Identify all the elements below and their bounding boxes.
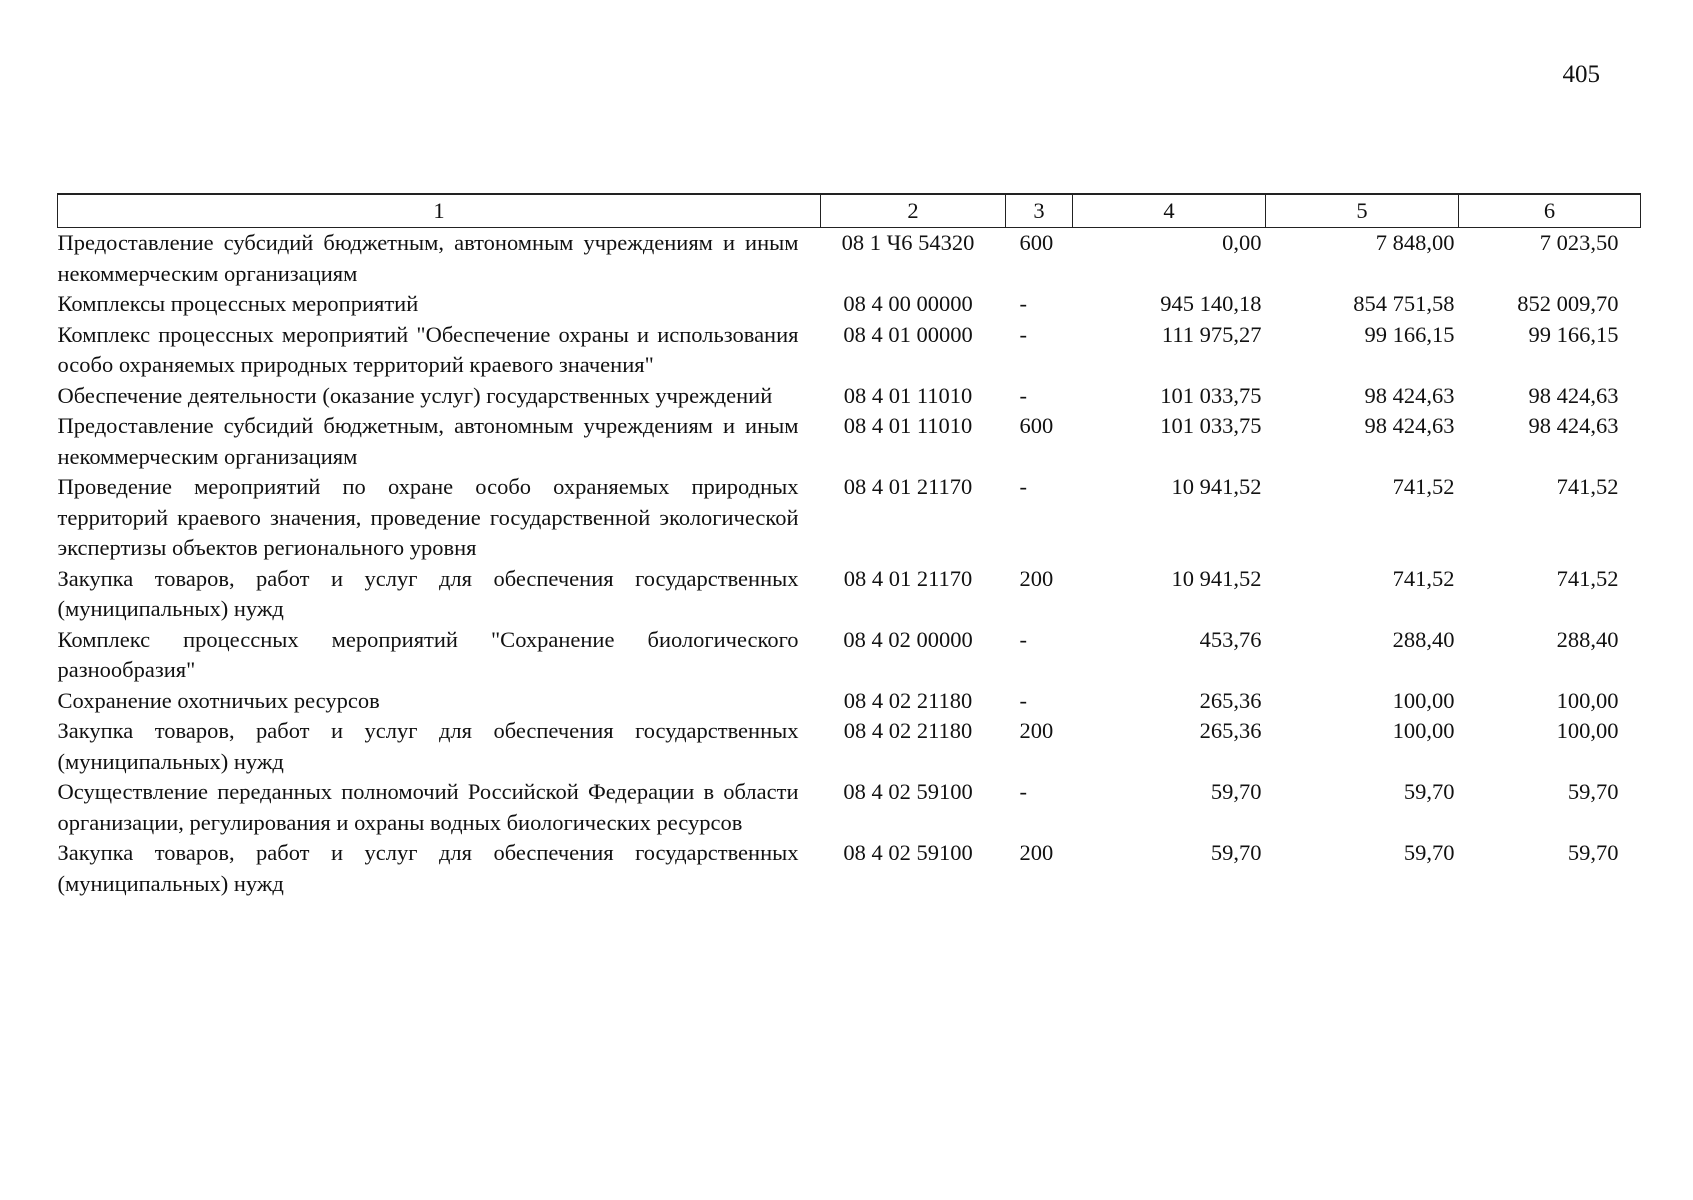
row-value-5: 854 751,58 (1353, 291, 1455, 316)
row-code: 08 4 00 00000 (843, 291, 973, 316)
row-value-5: 98 424,63 (1364, 382, 1455, 408)
row-name: Предоставление субсидий бюджетным, автономным учреждениям и иным некоммерческим организациям (57, 413, 799, 469)
row-value-4: 0,00 (1222, 230, 1262, 255)
column-header-1: 1 (58, 194, 821, 228)
row-code: 08 1 Ч6 54320 (841, 230, 975, 255)
row-value-4: 453,76 (1199, 626, 1262, 652)
row-name: Сохранение охотничьих ресурсов (57, 687, 380, 713)
row-name: Закупка товаров, работ и услуг для обеспечения государственных (муниципальных) нужд (57, 565, 799, 621)
row-code: 08 4 01 21170 (843, 565, 973, 591)
table-row (58, 289, 1641, 320)
column-header-2: 2 (821, 194, 1006, 228)
row-value-5: 99 166,15 (1364, 321, 1455, 347)
row-name: Закупка товаров, работ и услуг для обеспечения государственных (муниципальных) нужд (57, 840, 799, 896)
row-value-4: 101 033,75 (1160, 413, 1262, 438)
row-value-6: 99 166,15 (1528, 321, 1619, 347)
table-row (58, 564, 1641, 625)
row-value-5: 59,70 (1403, 779, 1455, 804)
row-code: 08 4 01 00000 (843, 321, 973, 347)
row-code: 08 4 01 11010 (843, 413, 973, 438)
row-expense-type: 600 (1019, 413, 1054, 438)
row-value-6: 288,40 (1556, 626, 1619, 652)
column-header-6: 6 (1459, 194, 1641, 228)
row-value-6: 59,70 (1567, 840, 1619, 865)
row-code: 08 4 02 59100 (843, 779, 973, 804)
row-name: Комплексы процессных мероприятий (57, 291, 419, 316)
row-value-4: 101 033,75 (1160, 382, 1262, 408)
row-value-6: 59,70 (1567, 779, 1619, 804)
row-value-4: 59,70 (1210, 779, 1262, 804)
row-value-4: 10 941,52 (1171, 474, 1262, 499)
row-value-5: 741,52 (1392, 565, 1455, 591)
row-value-5: 7 848,00 (1375, 230, 1455, 255)
row-value-4: 10 941,52 (1171, 565, 1262, 591)
row-expense-type: 200 (1019, 718, 1054, 743)
row-code: 08 4 01 11010 (843, 382, 973, 408)
row-value-6: 98 424,63 (1528, 382, 1619, 408)
row-expense-type: 600 (1019, 230, 1054, 255)
row-value-4: 111 975,27 (1161, 321, 1262, 347)
row-value-5: 741,52 (1392, 474, 1455, 499)
table-row (58, 838, 1641, 899)
row-name: Комплекс процессных мероприятий "Обеспечение охраны и использования особо охраняемых природных территорий краевого значения" (57, 321, 799, 377)
table-row (58, 320, 1641, 381)
budget-table (57, 193, 1641, 899)
column-header-3: 3 (1006, 194, 1073, 228)
row-code: 08 4 02 00000 (843, 626, 973, 652)
table-body (58, 228, 1641, 900)
row-value-6: 741,52 (1556, 565, 1619, 591)
row-expense-type: - (1019, 626, 1027, 652)
row-value-5: 288,40 (1392, 626, 1455, 652)
row-name: Комплекс процессных мероприятий "Сохранение биологического разнообразия" (57, 626, 799, 682)
row-value-5: 100,00 (1392, 718, 1455, 743)
table-row (58, 625, 1641, 686)
row-value-5: 98 424,63 (1364, 413, 1455, 438)
row-name: Обеспечение деятельности (оказание услуг) государственных учреждений (57, 382, 773, 408)
row-value-6: 98 424,63 (1528, 413, 1619, 438)
row-value-6: 7 023,50 (1539, 230, 1619, 255)
row-code: 08 4 02 21180 (843, 718, 973, 743)
header-row (58, 194, 1641, 228)
row-expense-type: - (1019, 687, 1027, 713)
table-row (58, 228, 1641, 290)
row-code: 08 4 01 21170 (843, 474, 973, 499)
row-name: Проведение мероприятий по охране особо охраняемых природных территорий краевого значения, проведение государственной экологической экспертизы объектов регионального уровня (57, 474, 799, 560)
row-expense-type: - (1019, 779, 1027, 804)
column-header-5: 5 (1266, 194, 1459, 228)
row-value-5: 100,00 (1392, 687, 1455, 713)
page-number: 405 (1562, 61, 1600, 88)
row-expense-type: 200 (1019, 565, 1054, 591)
row-value-5: 59,70 (1403, 840, 1455, 865)
row-code: 08 4 02 21180 (843, 687, 973, 713)
table-row (58, 472, 1641, 564)
table-header (58, 194, 1641, 228)
row-expense-type: - (1019, 291, 1027, 316)
row-expense-type: - (1019, 474, 1027, 499)
row-name: Осуществление переданных полномочий Российской Федерации в области организации, регулирования и охраны водных биологических ресурсов (57, 779, 799, 835)
row-name: Закупка товаров, работ и услуг для обеспечения государственных (муниципальных) нужд (57, 718, 799, 774)
row-value-4: 265,36 (1199, 718, 1262, 743)
row-value-6: 100,00 (1556, 687, 1619, 713)
table-row (58, 716, 1641, 777)
row-value-4: 59,70 (1210, 840, 1262, 865)
table-row (58, 381, 1641, 412)
row-expense-type: 200 (1019, 840, 1054, 865)
row-name: Предоставление субсидий бюджетным, автономным учреждениям и иным некоммерческим организациям (57, 230, 799, 286)
row-value-4: 945 140,18 (1160, 291, 1262, 316)
row-value-6: 100,00 (1556, 718, 1619, 743)
column-header-4: 4 (1073, 194, 1266, 228)
row-expense-type: - (1019, 321, 1027, 347)
row-expense-type: - (1019, 382, 1027, 408)
table-row (58, 411, 1641, 472)
row-value-4: 265,36 (1199, 687, 1262, 713)
table-row (58, 686, 1641, 717)
row-value-6: 741,52 (1556, 474, 1619, 499)
row-value-6: 852 009,70 (1517, 291, 1619, 316)
table-row (58, 777, 1641, 838)
row-code: 08 4 02 59100 (843, 840, 973, 865)
